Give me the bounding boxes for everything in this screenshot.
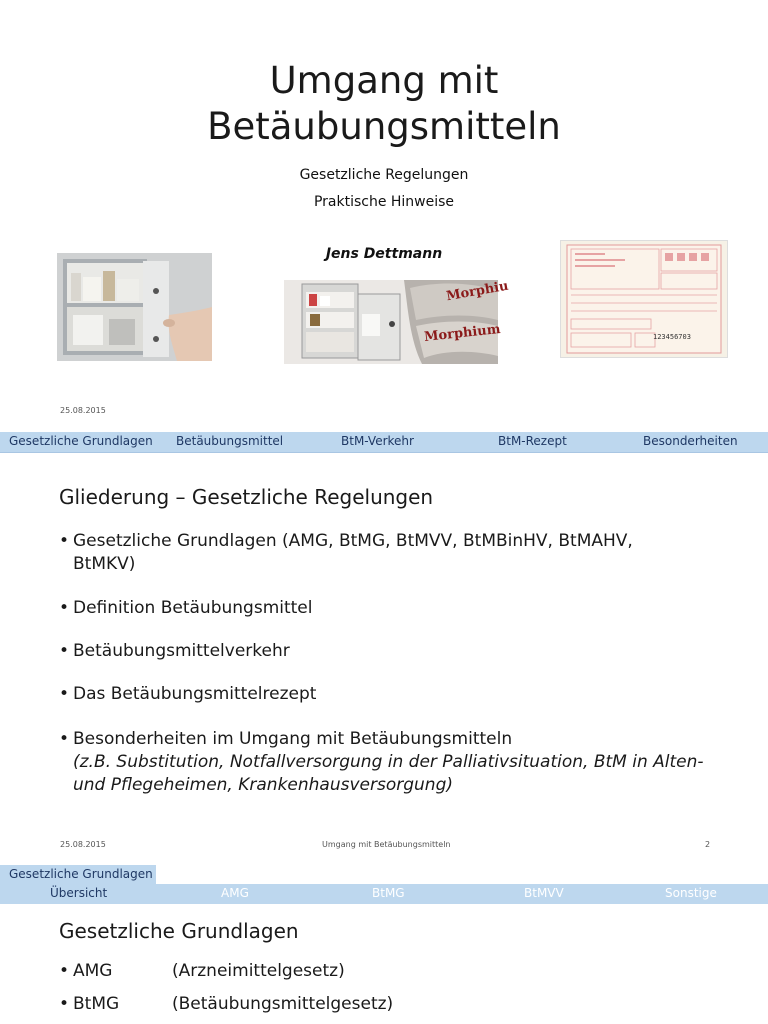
- bullet-note: (z.B. Substitution, Notfallversorgung in der Palliativsituation, BtM in Alten- und Pflegeheimen, Krankenhausversorgung): [73, 752, 704, 795]
- prescription-number: 123456703: [653, 333, 691, 341]
- law-list-item: [59, 961, 345, 981]
- slide-title: [0, 58, 768, 150]
- nav-btmg[interactable]: BtMG: [372, 886, 405, 900]
- nav-btm-rezept[interactable]: BtM-Rezept: [498, 434, 567, 448]
- cabinet-photo: [284, 278, 510, 364]
- bullet-item: [59, 640, 693, 663]
- bullet-dot: •: [59, 729, 70, 749]
- section-nav-bar: [0, 432, 768, 453]
- bullet-text: Gesetzliche Grundlagen (AMG, BtMG, BtMVV, BtMBinHV, BtMAHV, BtMKV): [73, 531, 633, 574]
- law-full-name: (Arzneimittelgesetz): [172, 961, 345, 981]
- bullet-dot: •: [59, 961, 70, 981]
- bullet-text: Betäubungsmittelverkehr: [73, 641, 290, 661]
- bullet-dot: •: [59, 994, 70, 1014]
- bullet-text: Definition Betäubungsmittel: [73, 598, 313, 618]
- slide3-title: Gesetzliche Grundlagen: [59, 919, 299, 943]
- law-abbreviation: BtMG: [73, 994, 120, 1014]
- law-abbreviation: AMG: [73, 961, 113, 981]
- bullet-item: [59, 728, 713, 797]
- bullet-item: [59, 597, 693, 620]
- nav-uebersicht[interactable]: Übersicht: [50, 886, 108, 900]
- nav-sonstige[interactable]: Sonstige: [665, 886, 717, 900]
- bullet-dot: •: [59, 684, 70, 704]
- bullet-text: Besonderheiten im Umgang mit Betäubungsmitteln: [73, 729, 513, 749]
- slide1-date: 25.08.2015: [60, 406, 106, 415]
- subtitle-1: Gesetzliche Regelungen: [299, 167, 469, 183]
- bullet-text: Das Betäubungsmittelrezept: [73, 684, 317, 704]
- bullet-dot: •: [59, 598, 70, 618]
- slide-title-line-2: Betäubungsmitteln: [207, 105, 561, 148]
- subsection-nav-bar: [0, 884, 768, 904]
- slide-title-line-1: Umgang mit: [269, 59, 499, 102]
- slide2-page-number: 2: [705, 840, 711, 849]
- bullet-item: [59, 530, 693, 576]
- nav-amg[interactable]: AMG: [221, 886, 249, 900]
- prescription-form-image: [560, 240, 728, 358]
- bullet-dot: •: [59, 641, 70, 661]
- morphium-text-2: Morphium: [423, 322, 502, 345]
- bullet-item: [59, 683, 693, 706]
- slide2-footer-date: 25.08.2015: [60, 840, 106, 849]
- morphium-text-1: Morphiu: [445, 278, 510, 305]
- slide2-footer-title: Umgang mit Betäubungsmitteln: [322, 840, 451, 849]
- author-name: Jens Dettmann: [325, 246, 443, 262]
- nav-besonderheiten[interactable]: Besonderheiten: [643, 434, 738, 448]
- bullet-dot: •: [59, 531, 70, 551]
- nav-btmvv[interactable]: BtMVV: [524, 886, 564, 900]
- safe-photo: [57, 253, 212, 361]
- section-tab-gesetzliche-grundlagen[interactable]: Gesetzliche Grundlagen: [0, 865, 156, 884]
- subtitle-2: Praktische Hinweise: [313, 194, 455, 210]
- law-full-name: (Betäubungsmittelgesetz): [172, 994, 394, 1014]
- nav-btm-verkehr[interactable]: BtM-Verkehr: [341, 434, 414, 448]
- slide2-title: Gliederung – Gesetzliche Regelungen: [59, 485, 434, 509]
- title-slide: [0, 0, 768, 432]
- law-list-item: [59, 994, 394, 1014]
- nav-gesetzliche-grundlagen[interactable]: Gesetzliche Grundlagen: [9, 434, 153, 448]
- nav-betaeubungsmittel[interactable]: Betäubungsmittel: [176, 434, 284, 448]
